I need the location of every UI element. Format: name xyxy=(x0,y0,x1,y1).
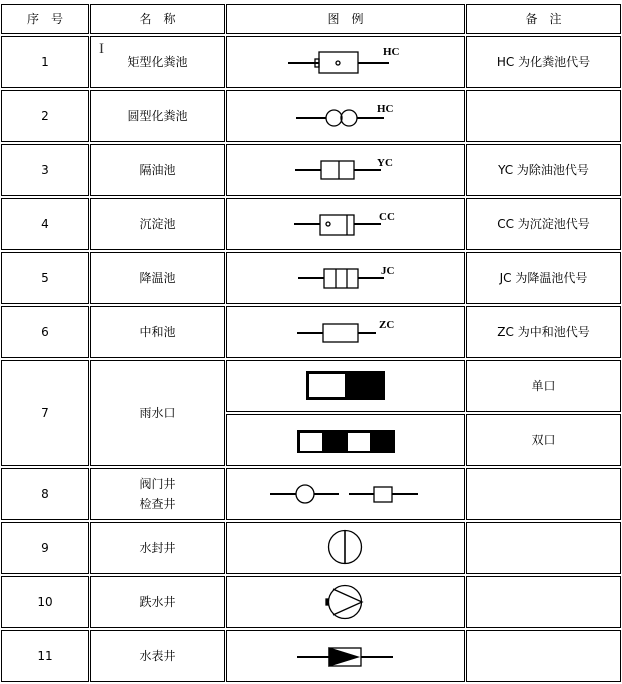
row9-name: 水封井 xyxy=(90,522,225,574)
water-seal-well-icon xyxy=(329,530,362,564)
row11-name: 水表井 xyxy=(90,630,225,682)
row6-seq: 6 xyxy=(1,306,89,358)
row10-seq: 10 xyxy=(1,576,89,628)
row5-code: JC xyxy=(381,265,395,277)
row4-code: CC xyxy=(379,211,395,223)
row2-seq: 2 xyxy=(1,90,89,142)
row3-code: YC xyxy=(377,157,393,169)
rect-septic-tank-icon xyxy=(288,46,400,73)
row6-name: 中和池 xyxy=(90,306,225,358)
row4-note: CC 为沉淀池代号 xyxy=(466,198,621,250)
header-legend: 图 例 xyxy=(226,4,465,34)
header-note: 备 注 xyxy=(466,4,621,34)
header-name: 名 称 xyxy=(90,4,225,34)
row10-name: 跌水井 xyxy=(90,576,225,628)
water-meter-well-icon xyxy=(297,648,393,666)
row3-note: YC 为除油池代号 xyxy=(466,144,621,196)
round-septic-tank-icon xyxy=(296,103,394,126)
row1-name: 矩型化粪池 xyxy=(90,36,225,88)
valve-well-icon xyxy=(270,485,339,503)
row1-seq: 1 xyxy=(1,36,89,88)
cooling-tank-icon xyxy=(298,265,395,288)
row3-name: 隔油池 xyxy=(90,144,225,196)
single-rain-inlet-icon xyxy=(306,371,385,400)
row3-seq: 3 xyxy=(1,144,89,196)
double-rain-inlet-icon xyxy=(297,430,395,453)
sedimentation-tank-icon xyxy=(294,211,395,235)
row2-code: HC xyxy=(377,103,394,115)
row5-note: JC 为降温池代号 xyxy=(466,252,621,304)
drop-well-icon xyxy=(326,586,362,619)
row6-code: ZC xyxy=(379,319,395,331)
header-seq: 序 号 xyxy=(1,4,89,34)
row4-name: 沉淀池 xyxy=(90,198,225,250)
row7b-note: 双口 xyxy=(466,414,621,466)
row8-name-b: 检查井 xyxy=(139,497,176,511)
row7-seq: 7 xyxy=(1,360,89,466)
row2-name: 圆型化粪池 xyxy=(90,90,225,142)
row7a-note: 单口 xyxy=(466,360,621,412)
row11-seq: 11 xyxy=(1,630,89,682)
grease-trap-icon xyxy=(295,157,393,179)
row1-code: HC xyxy=(383,46,400,58)
text-cursor-icon: I xyxy=(99,41,104,57)
row9-seq: 9 xyxy=(1,522,89,574)
neutralization-tank-icon xyxy=(297,319,394,342)
row8-seq: 8 xyxy=(1,468,89,520)
row4-seq: 4 xyxy=(1,198,89,250)
row8-name-a: 阀门井 xyxy=(139,477,176,491)
row7-name: 雨水口 xyxy=(90,360,225,466)
row6-note: ZC 为中和池代号 xyxy=(466,306,621,358)
row1-note: HC 为化粪池代号 xyxy=(466,36,621,88)
row5-name: 降温池 xyxy=(90,252,225,304)
row5-seq: 5 xyxy=(1,252,89,304)
inspection-well-icon xyxy=(349,487,418,502)
